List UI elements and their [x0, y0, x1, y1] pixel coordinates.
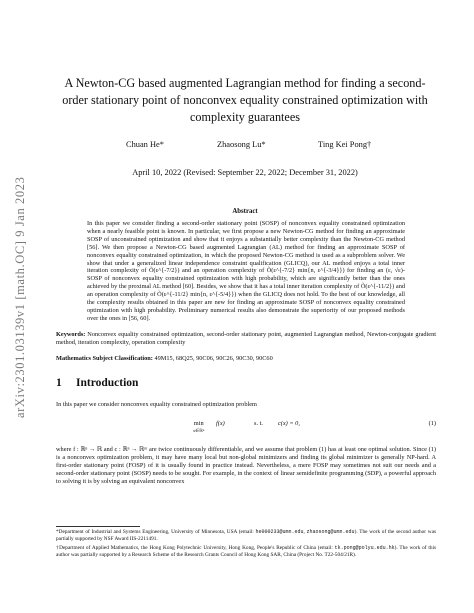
author-name: Zhaosong Lu* [217, 140, 266, 149]
msc-classification [56, 355, 436, 363]
equation-objective: f(x) [216, 420, 225, 427]
keywords [56, 331, 436, 347]
section-heading [56, 377, 138, 389]
msc-codes: 49M15, 68Q25, 90C06, 90C26, 90C30, 90C60 [154, 355, 273, 362]
paper-title: A Newton-CG based augmented Lagrangian method for finding a second-order stationary point of nonconvex equality constrained optimization with complexity guarantees [62, 76, 428, 124]
equation-subject-to: s. t. [254, 420, 263, 427]
footnote-authors-minnesota [56, 529, 436, 542]
author-name: Ting Kei Pong† [318, 140, 372, 149]
author-name: Chuan He* [126, 140, 164, 149]
equation-min-operator: min [193, 420, 204, 427]
submission-dates: April 10, 2022 (Revised: September 22, 2022; December 31, 2022) [132, 168, 358, 177]
abstract-body: In this paper we consider finding a second-order stationary point (SOSP) of nonconvex equality constrained optimization when a nearly feasible point is known. In particular, we first propose a new Newton-CG method for finding an approximate SOSP of unconstrained optimization and show that it enjoys a substantially better complexity than the Newton-CG method [56]. We then propose a Newton-CG based augmented Lagrangian (AL) method for finding an approximate SOSP of nonconvex equality constrained optimization, in which the proposed Newton-CG method is used as a subproblem solver. We show that under a generalized linear independence constraint qualification (GLICQ), our AL method enjoys a total inner iteration complexity of Õ(ε^{-7/2}) and an operation complexity of Õ(ε^{-7/2} min{n, ε^{-3/4}}) for finding an (ε, √ε)-SOSP of nonconvex equality constrained optimization with high probability, which are significantly better than the ones achieved by the proximal AL method [60]. Besides, we show that it has a total inner iteration complexity of Õ(ε^{-11/2}) and an operation complexity of Õ(ε^{-11/2} min{n, ε^{-5/4}}) when the GLICQ does not hold. To the best of our knowledge, all the complexity results obtained in this paper are new for finding an approximate SOSP of nonconvex equality constrained optimization with high probability. Preliminary numerical results also demonstrate the superiority of our proposed methods over the ones in [56, 60]. [87, 220, 405, 322]
equation-constraint: c(x) = 0, [278, 420, 300, 427]
equation-number: (1) [428, 420, 436, 427]
email-link[interactable]: zhaosong@umn.edu [306, 529, 355, 535]
equation-min-subscript: x∈ℝⁿ [193, 428, 205, 433]
footnote-text: , [303, 529, 305, 535]
section-title: Introduction [76, 377, 139, 389]
footnote-text: †Department of Applied Mathematics, the Hong Kong Polytechnic University, Hong Kong, People's Republic of China (email: [56, 545, 333, 551]
equation-min [193, 420, 204, 434]
abstract-heading: Abstract [232, 208, 258, 215]
arxiv-identifier: arXiv:2301.03139v1 [math.OC] 9 Jan 2023 [13, 176, 27, 418]
keywords-text: Nonconvex equality constrained optimization, second-order stationary point, augmented Lagrangian method, Newton-conjugate gradient method, iteration complexity, operation complexity [56, 331, 436, 346]
msc-label: Mathematics Subject Classification: [56, 355, 153, 362]
email-link[interactable]: tk.pong@polyu.edu.hk [334, 545, 395, 551]
section-number: 1 [56, 377, 62, 389]
intro-lead-paragraph: In this paper we consider nonconvex equality constrained optimization problem [56, 401, 257, 408]
footnote-text: ). The work of the second author was partially supported by NSF Award IIS-2211491. [56, 529, 437, 542]
intro-body-paragraph: where f : ℝⁿ → ℝ and c : ℝⁿ → ℝᵐ are twice continuously differentiable, and we assume that problem (1) has at least one optimal solution. Since (1) is a nonconvex optimization problem, it may have many local but non-global minimizers and finding its global minimizer is generally NP-hard. A first-order stationary point (FOSP) of it is usually found in practice instead. Nevertheless, a mere FOSP may sometimes not suit our needs and a second-order stationary point (SOSP) needs to be sought. For example, in the context of linear semidefinite programming (SDP), a powerful approach to solving it is by solving an equivalent nonconvex [56, 446, 436, 485]
email-link[interactable]: he000233@umn.edu [255, 529, 304, 535]
keywords-label: Keywords: [56, 331, 86, 338]
equation-1 [56, 420, 436, 440]
footnote-author-polyu [56, 545, 436, 558]
footnote-text: ). The work of this author was partially supported by a Research Scheme of the Research Grants Council of Hong Kong SAR, China (Project No. T22-504/21R). [56, 545, 437, 558]
footnote-rule [56, 526, 140, 527]
footnote-text: *Department of Industrial and Systems Engineering, University of Minnesota, USA (email: [56, 529, 254, 535]
